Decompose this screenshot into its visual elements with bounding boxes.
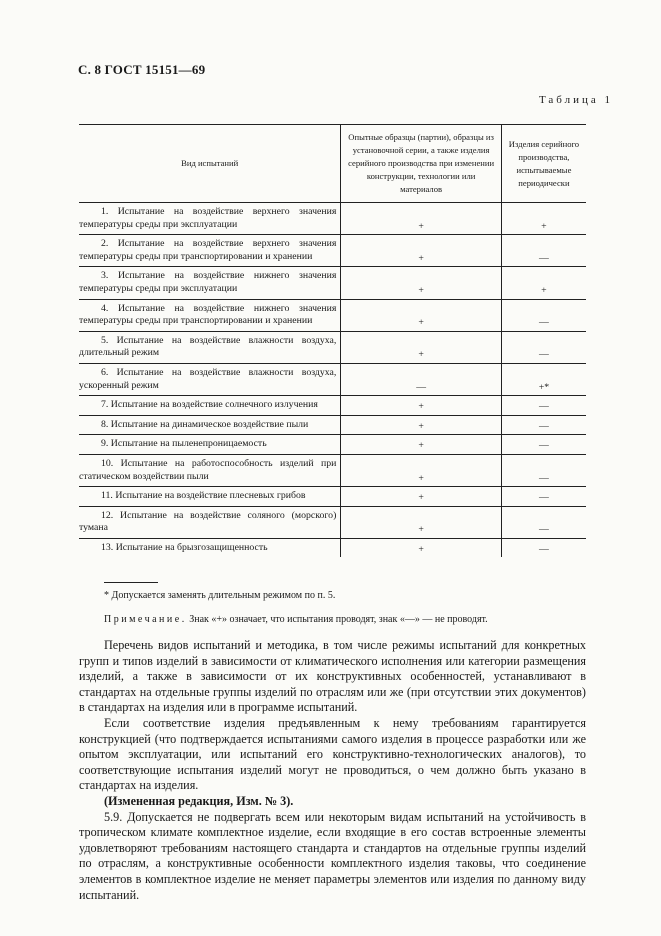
serial-mark: —	[501, 538, 586, 557]
test-name: 3. Испытание на воздействие нижнего значения температуры среды при эксплуатации	[79, 270, 337, 294]
serial-mark: —	[501, 487, 586, 507]
table-row	[79, 506, 586, 538]
serial-mark: —	[501, 396, 586, 416]
serial-mark: —	[501, 331, 586, 363]
header-serial: Изделия серийного производства, испытываемые периодически	[501, 125, 586, 203]
footnote-rule	[104, 582, 158, 583]
test-name: 10. Испытание на работоспособность изделий при статическом воздействии пыли	[79, 457, 337, 482]
serial-mark: —	[501, 415, 586, 435]
test-name: 9. Испытание на пыленепроницаемость	[101, 438, 267, 450]
serial-mark: —	[501, 506, 586, 538]
paragraph: Если соответствие изделия предъявленным к нему требованиям гарантируется конструкцией (что подтверждается испытаниями самого изделия в процессе разработки или же опытом эксплуатации, или испытаний его конструктивно-технологических аналогов), то соответствующие испытания изделий могут не проводиться, о чем должно быть указано в стандартах на изделия.	[79, 715, 586, 793]
note-label: Примечание.	[104, 614, 187, 625]
table-row	[79, 435, 586, 455]
test-name: 4. Испытание на воздействие нижнего значения температуры среды при транспортировании и хранении	[79, 302, 337, 327]
test-name: 8. Испытание на динамическое воздействие пыли	[101, 418, 309, 430]
serial-mark: —	[501, 454, 586, 486]
prototypes-mark: +	[341, 203, 502, 235]
prototypes-mark: +	[341, 267, 502, 299]
prototypes-mark: +	[341, 235, 502, 267]
body-text	[79, 638, 586, 903]
test-name: 5. Испытание на воздействие влажности воздуха, длительный режим	[79, 334, 337, 359]
paragraph: 5.9. Допускается не подвергать всем или некоторым видам испытаний на устойчивость в тропическом климате комплектное изделие, если входящие в его состав встроенные элементы удовлетворяют требованиям настоящего стандарта и стандартов на отдельные группы изделий по отраслям, а конструктивные особенности комплектного изделия таковы, что соединение элементов в комплектное изделие не меняет параметры элементов или изделия по данному виду испытаний.	[79, 809, 586, 902]
serial-mark: +*	[501, 363, 586, 395]
amendment-note: (Измененная редакция, Изм. № 3).	[104, 793, 294, 808]
prototypes-mark: +	[341, 506, 502, 538]
prototypes-mark: +	[341, 435, 502, 455]
footnote: * Допускается заменять длительным режимом по п. 5.	[104, 590, 336, 601]
table-row	[79, 487, 586, 507]
prototypes-mark: +	[341, 299, 502, 331]
table-row	[79, 454, 586, 486]
serial-mark: —	[501, 235, 586, 267]
table-row	[79, 203, 586, 235]
table-row	[79, 363, 586, 395]
serial-mark: +	[501, 203, 586, 235]
table-row	[79, 538, 586, 557]
test-name: 1. Испытание на воздействие верхнего значения температуры среды при эксплуатации	[79, 206, 337, 230]
prototypes-mark: —	[341, 363, 502, 395]
table-note	[104, 614, 488, 625]
serial-mark: —	[501, 435, 586, 455]
prototypes-mark: +	[341, 396, 502, 416]
table-row	[79, 415, 586, 435]
test-name: 11. Испытание на воздействие плесневых грибов	[101, 490, 306, 502]
serial-mark: —	[501, 299, 586, 331]
table-label: Таблица 1	[538, 94, 613, 106]
header-prototypes: Опытные образцы (партии), образцы из установочной серии, а также изделия серийного производства при изменении конструкции, технологии или материалов	[341, 125, 502, 203]
prototypes-mark: +	[341, 487, 502, 507]
header-test-type: Вид испытаний	[181, 158, 239, 168]
test-name: 7. Испытание на воздействие солнечного излучения	[101, 399, 318, 411]
test-name: 12. Испытание на воздействие соляного (морского) тумана	[79, 509, 337, 534]
prototypes-mark: +	[341, 454, 502, 486]
prototypes-mark: +	[341, 415, 502, 435]
prototypes-mark: +	[341, 538, 502, 557]
table-row	[79, 299, 586, 331]
page-header: С. 8 ГОСТ 15151—69	[78, 62, 206, 77]
note-text: Знак «+» означает, что испытания проводят, знак «—» — не проводят.	[189, 614, 488, 625]
test-name: 2. Испытание на воздействие верхнего значения температуры среды при транспортировании и хранении	[79, 238, 337, 262]
paragraph: Перечень видов испытаний и методика, в том числе режимы испытаний для конкретных групп и типов изделий в зависимости от климатического исполнения или категории размещения изделий, а также в зависимости от их конструктивных особенностей, устанавливают в стандартах на отдельные группы изделий по отраслям или же (при отсутствии этих документов) в стандартах на изделия или в программе испытаний.	[79, 638, 586, 715]
serial-mark: +	[501, 267, 586, 299]
test-name: 13. Испытание на брызгозащищенность	[101, 541, 268, 553]
prototypes-mark: +	[341, 331, 502, 363]
table-row	[79, 331, 586, 363]
table-row	[79, 267, 586, 299]
table-header-row	[79, 125, 586, 203]
test-table	[79, 124, 586, 557]
table-row	[79, 235, 586, 267]
table-row	[79, 396, 586, 416]
test-name: 6. Испытание на воздействие влажности воздуха, ускоренный режим	[79, 366, 337, 391]
